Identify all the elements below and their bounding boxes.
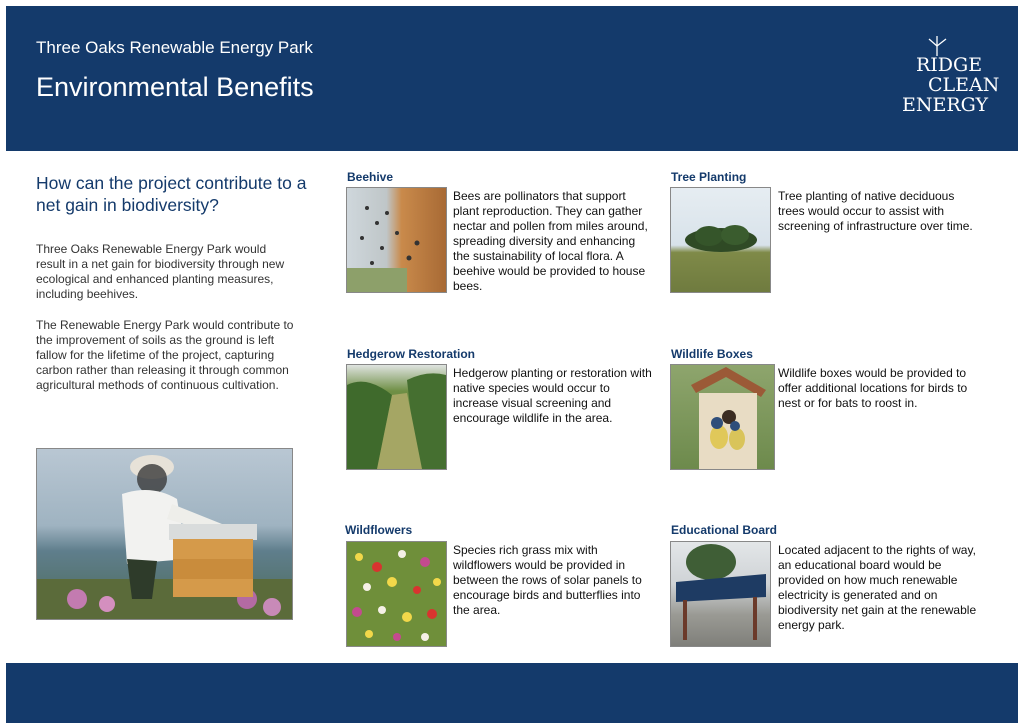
wildflowers-illustration	[347, 542, 446, 646]
intro-paragraph-2: The Renewable Energy Park would contribute to the improvement of soils as the ground is left fallow for the lifetime of the project, capturing carbon rather than releasing it through common agricultural methods of continuous cultivation.	[36, 318, 294, 392]
intro-question: How can the project contribute to a net gain in biodiversity?	[36, 173, 307, 215]
info-board-illustration	[671, 542, 770, 646]
logo-word-ridge: RIDGE	[916, 54, 983, 76]
wildlife-boxes-photo	[670, 364, 775, 470]
bird-box-illustration	[671, 365, 774, 469]
hedgerow-photo	[346, 364, 447, 470]
header-banner	[6, 6, 1018, 151]
tree-planting-heading: Tree Planting	[671, 170, 747, 184]
footer-banner	[6, 663, 1018, 723]
tree-planting-photo	[670, 187, 771, 293]
hedgerow-heading: Hedgerow Restoration	[347, 347, 476, 361]
beehive-photo	[346, 187, 447, 293]
educational-board-text: Located adjacent to the rights of way, an educational board would be provided on how much renewable electricity is generated and on biodiversity net gain at the renewable energy park.	[778, 543, 977, 632]
beehive-heading: Beehive	[347, 170, 394, 184]
intro-paragraph-1: Three Oaks Renewable Energy Park would result in a net gain for biodiversity through new ecological and enhanced planting measures, including beehives.	[36, 242, 285, 301]
beekeeper-illustration	[37, 449, 292, 619]
wind-turbine-icon	[924, 36, 950, 56]
park-name: Three Oaks Renewable Energy Park	[36, 38, 313, 57]
beekeeper-photo	[36, 448, 293, 620]
wildlife-boxes-text: Wildlife boxes would be provided to offer additional locations for birds to nest or for bats to roost in.	[778, 366, 968, 410]
logo-word-clean: CLEAN	[928, 74, 1000, 96]
hedgerow-text: Hedgerow planting or restoration with native species would occur to increase visual screening and encourage wildlife in the area.	[453, 366, 652, 425]
page-title: Environmental Benefits	[36, 72, 314, 102]
wildlife-boxes-heading: Wildlife Boxes	[671, 347, 753, 361]
logo-word-energy: ENERGY	[902, 94, 989, 116]
educational-board-heading: Educational Board	[671, 523, 778, 537]
wildflowers-heading: Wildflowers	[345, 523, 413, 537]
wildflowers-photo	[346, 541, 447, 647]
educational-board-photo	[670, 541, 771, 647]
beehive-text: Bees are pollinators that support plant reproduction. They can gather nectar and pollen from miles around, spreading diversity and enhancing the sustainability of local flora. A beehive would be provided to house bees.	[453, 189, 648, 293]
bees-illustration	[347, 188, 446, 292]
hedgerow-illustration	[347, 365, 446, 469]
ridge-clean-energy-logo	[894, 36, 999, 118]
trees-illustration	[671, 188, 770, 292]
tree-planting-text: Tree planting of native deciduous trees would occur to assist with screening of infrastructure over time.	[778, 189, 973, 233]
wildflowers-text: Species rich grass mix with wildflowers would be provided in between the rows of solar panels to encourage birds and butterflies into the area.	[453, 543, 642, 617]
